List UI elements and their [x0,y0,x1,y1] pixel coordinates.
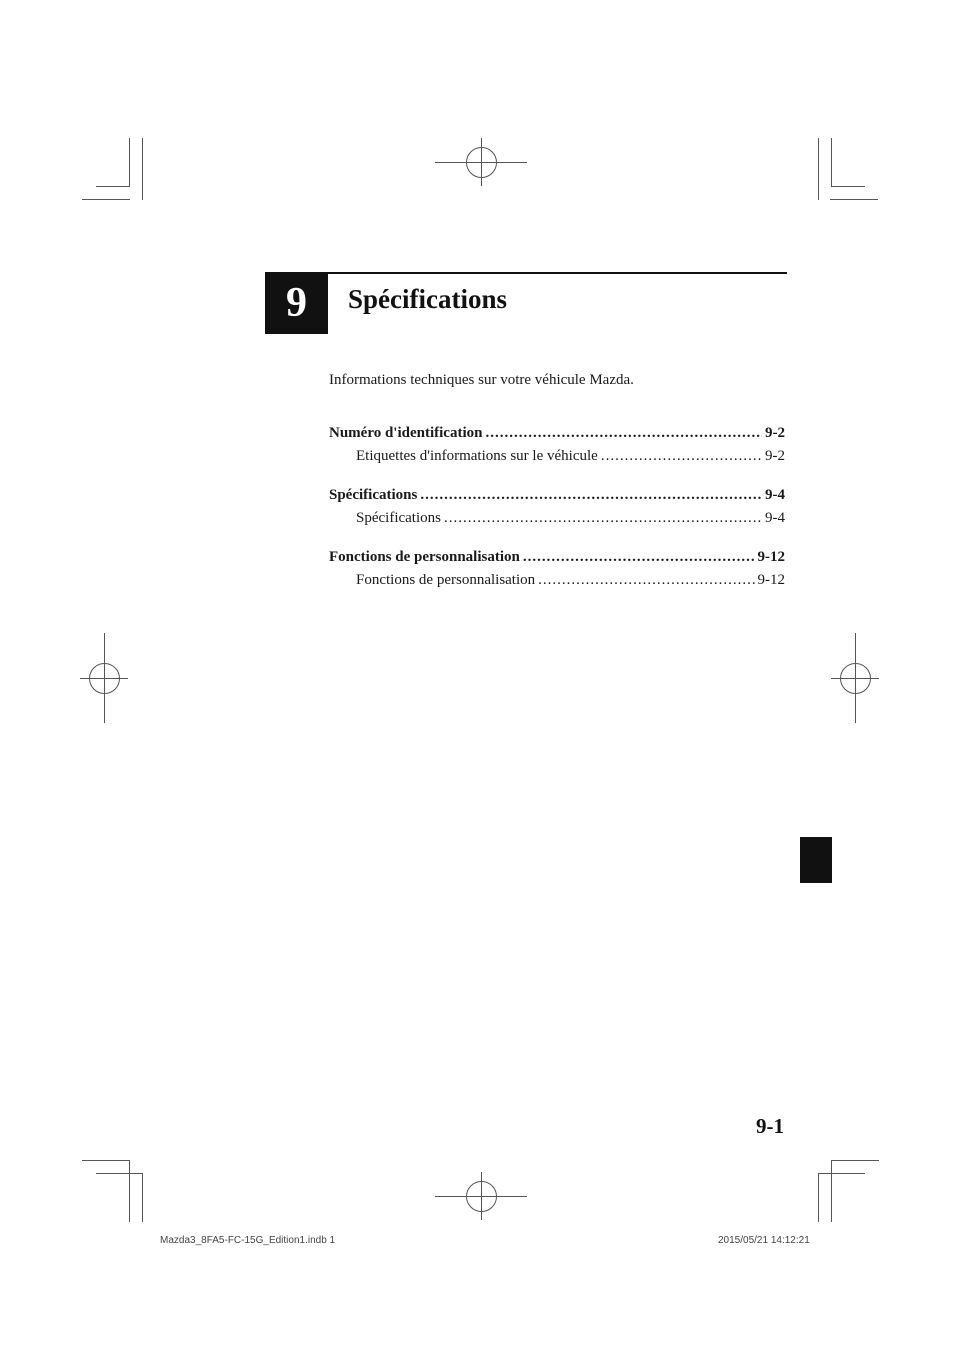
toc-entry-page: 9-2 [765,425,785,441]
toc-leader [538,569,754,592]
toc-entry-title: Numéro d'identification [329,425,483,441]
crop-mark-bottom-left-h2 [96,1173,143,1174]
toc-entry-specifications[interactable] [329,484,785,507]
toc-entry-page: 9-12 [757,549,785,565]
registration-left-circle [89,663,120,694]
toc-entry-identification[interactable] [329,422,785,445]
toc-leader [523,546,755,569]
toc-entry-personnalisation[interactable] [329,546,785,569]
toc-leader [601,445,762,468]
toc-section [329,546,785,592]
chapter-intro: Informations techniques sur votre véhicule Mazda. [329,372,634,388]
crop-mark-bottom-right-h [831,1160,879,1161]
toc-entry-title: Spécifications [356,510,441,526]
print-slug-file: Mazda3_8FA5-FC-15G_Edition1.indb 1 [160,1235,336,1246]
toc-entry-page: 9-2 [765,448,785,464]
crop-mark-top-left-h2 [96,186,130,187]
toc-entry-title: Fonctions de personnalisation [356,572,536,588]
chapter-number: 9 [286,280,307,326]
registration-top-circle [466,147,497,178]
table-of-contents [329,422,785,608]
crop-mark-bottom-left-h [82,1160,130,1161]
toc-entry-page: 9-4 [765,510,785,526]
toc-entry-title: Fonctions de personnalisation [329,549,520,565]
chapter-thumb-tab [800,837,832,883]
print-slug-timestamp: 2015/05/21 14:12:21 [718,1235,810,1246]
registration-bottom-circle [466,1181,497,1212]
toc-entry-page: 9-12 [757,572,785,588]
crop-mark-bottom-left-v [129,1160,130,1222]
toc-entry-page: 9-4 [765,487,785,503]
registration-right-circle [840,663,871,694]
crop-mark-top-right-v [818,138,819,200]
toc-leader [420,484,762,507]
toc-subentry-personnalisation[interactable] [329,569,785,592]
crop-mark-top-right-h [830,199,878,200]
toc-entry-title: Etiquettes d'informations sur le véhicule [356,448,598,464]
crop-mark-top-left-v [142,138,143,200]
crop-mark-bottom-left-v2 [142,1174,143,1222]
crop-mark-top-left-h [82,199,130,200]
crop-mark-bottom-right-v2 [818,1174,819,1222]
crop-mark-bottom-right-v [831,1160,832,1222]
crop-mark-top-left-v2 [129,138,130,186]
toc-leader [485,422,762,445]
chapter-title-rule [328,272,787,274]
crop-mark-top-right-h2 [831,186,865,187]
toc-section [329,422,785,468]
toc-subentry-specifications[interactable] [329,507,785,530]
chapter-number-box [265,272,328,334]
toc-section [329,484,785,530]
page-number: 9-1 [756,1114,784,1138]
crop-mark-top-right-v2 [831,138,832,186]
toc-leader [444,507,762,530]
toc-subentry-etiquettes[interactable] [329,445,785,468]
crop-mark-bottom-right-h2 [818,1173,865,1174]
toc-entry-title: Spécifications [329,487,418,503]
chapter-title: Spécifications [348,284,507,314]
